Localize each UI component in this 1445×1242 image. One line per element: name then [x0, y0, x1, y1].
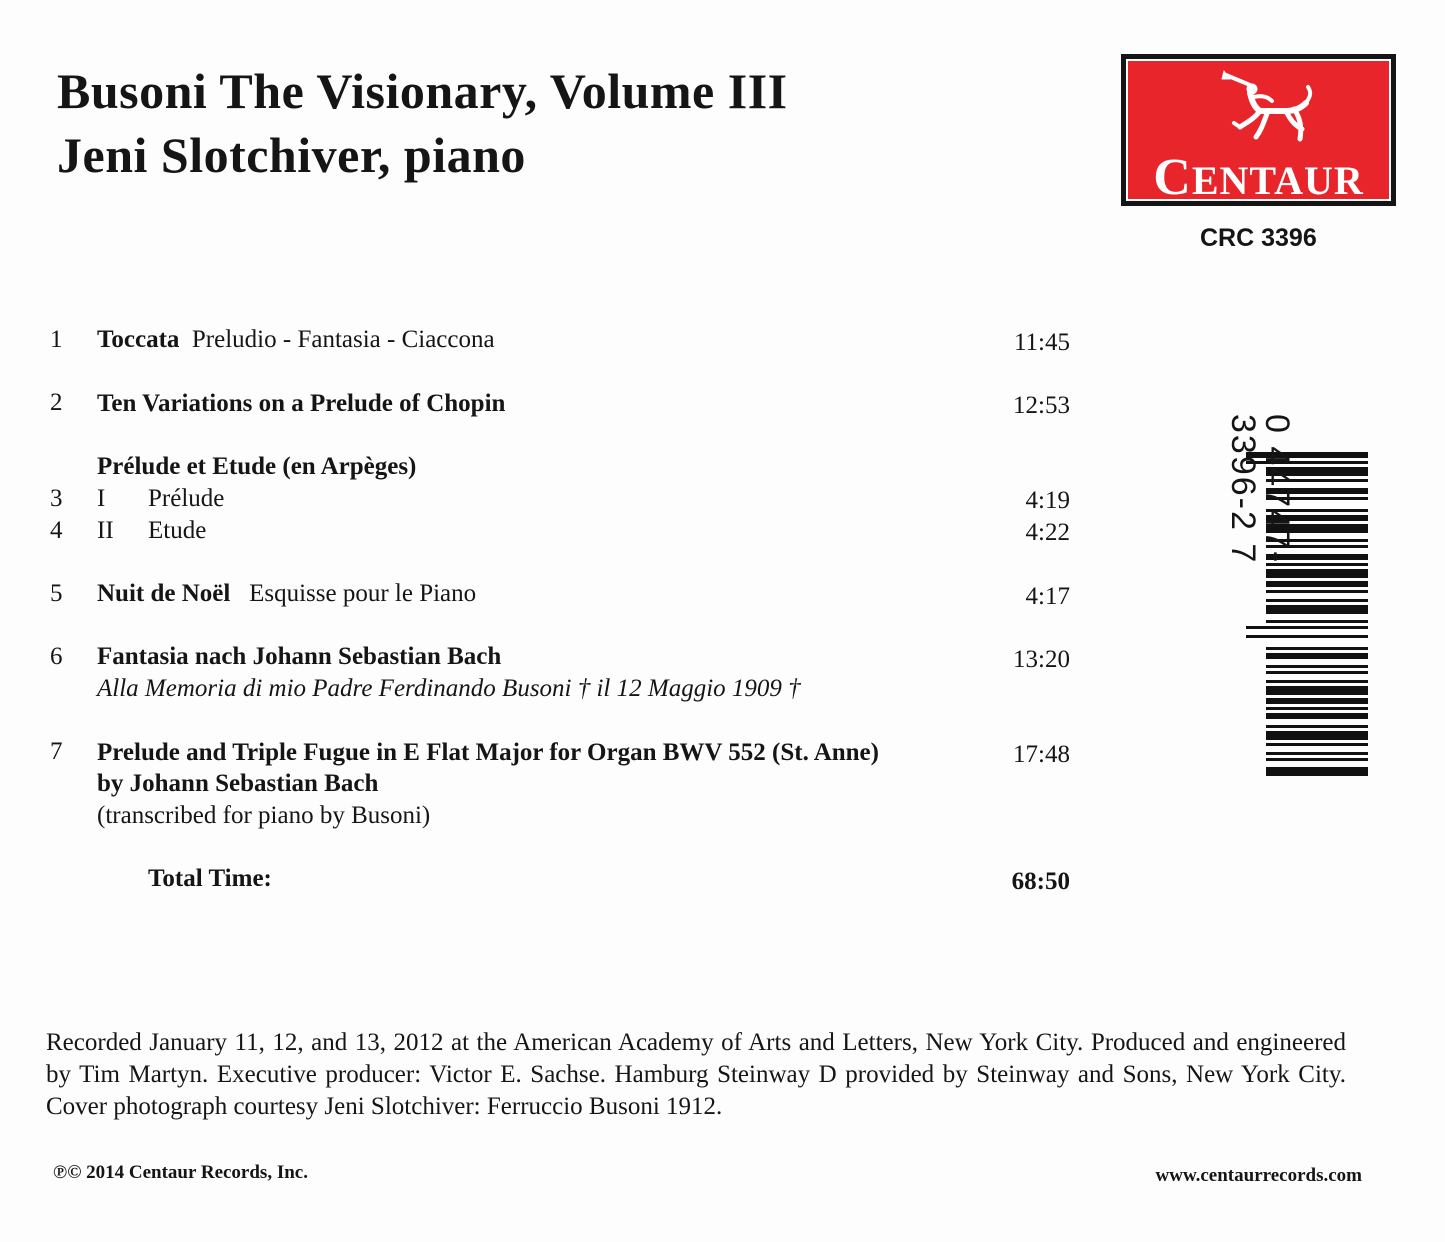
- barcode-bar: [1266, 758, 1368, 761]
- track-subtitle: Preludio - Fantasia - Ciaccona: [191, 326, 495, 353]
- track-title-line: [97, 327, 495, 352]
- track-title: Prélude: [148, 485, 225, 512]
- track-number: 5: [50, 580, 63, 607]
- track-note: (transcribed for piano by Busoni): [97, 802, 431, 829]
- track-duration: 4:22: [1025, 519, 1070, 546]
- track-duration: 11:45: [1013, 329, 1070, 356]
- track-title-line: [97, 581, 476, 606]
- barcode-digits: 0 44747-3396-2 7: [1224, 414, 1296, 565]
- barcode-bar: [1266, 680, 1368, 683]
- track-title: Etude: [148, 517, 207, 544]
- track-title: Prelude and Triple Fugue in E Flat Major for Organ BWV 552 (St. Anne): [97, 739, 879, 766]
- track-number: 4: [50, 517, 63, 544]
- barcode-bar: [1266, 671, 1368, 674]
- barcode-bar: [1266, 743, 1368, 746]
- track-number: 3: [50, 485, 63, 512]
- track-title: Fantasia nach Johann Sebastian Bach: [97, 643, 502, 670]
- barcode-bar: [1266, 653, 1368, 659]
- track-number: 2: [50, 389, 63, 416]
- centaur-figure-icon: [1216, 67, 1316, 147]
- track-subtitle: Esquisse pour le Piano: [249, 580, 477, 607]
- logo-wordmark: CENTAUR: [1153, 149, 1364, 206]
- track-duration: 4:17: [1025, 583, 1070, 610]
- barcode-bar: [1266, 752, 1368, 755]
- barcode-bar: [1266, 713, 1368, 719]
- barcode-bar: [1266, 686, 1368, 695]
- track-number: 7: [50, 738, 63, 765]
- total-time-value: 68:50: [1011, 868, 1070, 895]
- track-dedication: Alla Memoria di mio Padre Ferdinando Busoni † il 12 Maggio 1909 †: [97, 675, 801, 702]
- catalog-number: CRC 3396: [1200, 224, 1317, 252]
- barcode-bar: [1266, 707, 1368, 710]
- track-title: Ten Variations on a Prelude of Chopin: [97, 390, 506, 417]
- barcode-bar: [1246, 635, 1368, 638]
- track-title: Toccata: [97, 326, 180, 353]
- movement-number: II: [97, 517, 114, 544]
- barcode-bar: [1266, 665, 1368, 668]
- barcode-bar: [1266, 725, 1368, 728]
- centaur-logo: [1121, 54, 1396, 206]
- copyright: ℗© 2014 Centaur Records, Inc.: [53, 1162, 308, 1183]
- barcode-bar: [1266, 731, 1368, 740]
- recording-notes: Recorded January 11, 12, and 13, 2012 at the American Academy of Arts and Letters, New York City. Produced and engineered by Tim Martyn. Executive producer: Victor E. Sachse. Hamburg Steinway D provided by Steinway and Sons, New York City. Cover photograph courtesy Jeni Slotchiver: Ferruccio Busoni 1912.: [46, 1029, 1346, 1120]
- track-title: Nuit de Noël: [97, 580, 231, 607]
- barcode-bar: [1266, 698, 1368, 704]
- track-number: 1: [50, 326, 63, 353]
- total-time-label: Total Time:: [148, 865, 272, 892]
- website: www.centaurrecords.com: [1155, 1165, 1362, 1186]
- track-duration: 17:48: [1013, 741, 1070, 768]
- track-title-line-2: by Johann Sebastian Bach: [97, 770, 379, 797]
- track-duration: 13:20: [1013, 646, 1070, 673]
- performer: Jeni Slotchiver, piano: [57, 127, 526, 183]
- work-group-title: Prélude et Etude (en Arpèges): [97, 453, 417, 480]
- track-duration: 12:53: [1013, 392, 1070, 419]
- track-duration: 4:19: [1025, 487, 1070, 514]
- barcode-bar: [1266, 647, 1368, 650]
- barcode-bar: [1266, 767, 1368, 776]
- album-title: Busoni The Visionary, Volume III: [57, 63, 788, 119]
- movement-number: I: [97, 485, 106, 512]
- track-number: 6: [50, 643, 63, 670]
